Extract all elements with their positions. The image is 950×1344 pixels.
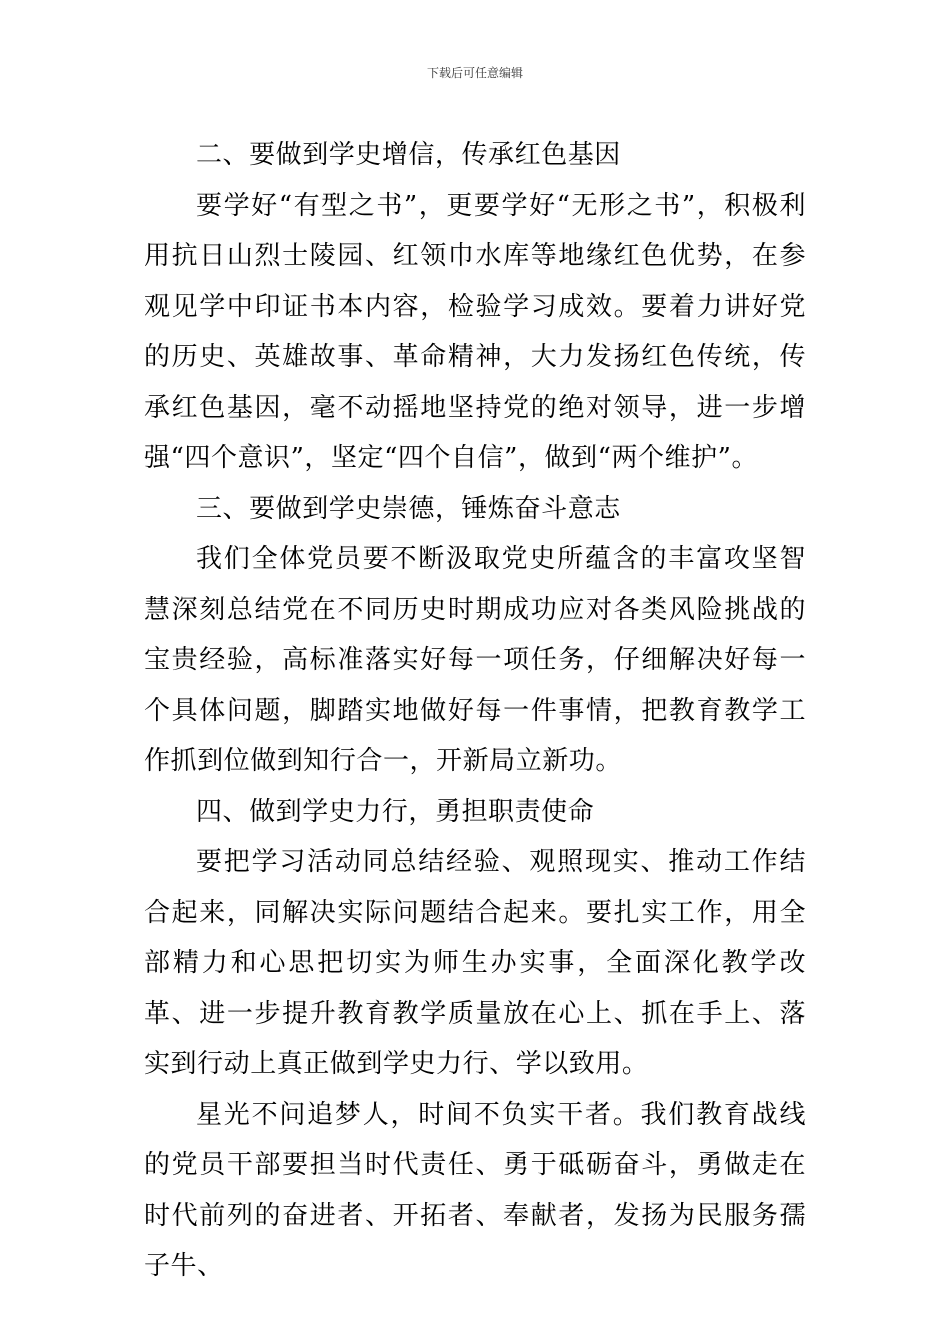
closing-paragraph: 星光不问追梦人，时间不负实干者。我们教育战线的党员干部要担当时代责任、勇于砥砺奋斗，勇做走在时代前列的奋进者、开拓者、奉献者，发扬为民服务孺子牛、 — [144, 1099, 806, 1281]
section-heading-4: 四、做到学史力行，勇担职责使命 — [196, 796, 595, 827]
section-heading-2: 二、要做到学史增信，传承红色基因 — [196, 140, 621, 170]
section-paragraph-2: 要学好“有型之书”，更要学好“无形之书”，积极利用抗日山烈士陵园、红领巾水库等地缘红色优势，在参观见学中印证书本内容，检验学习成效。要着力讲好党的历史、英雄故事、革命精神，大力发扬红色传统，传承红色基因，毫不动摇地坚持党的绝对领导，进一步增强“四个意识”，坚定“四个自信”，做到“两个维护”。 — [144, 190, 806, 473]
section-paragraph-4: 要把学习活动同总结经验、观照现实、推动工作结合起来，同解决实际问题结合起来。要扎实工作，用全部精力和心思把切实为师生办实事，全面深化教学改革、进一步提升教育教学质量放在心上、抓在手上、落实到行动上真正做到学史力行、学以致用。 — [144, 847, 806, 1079]
page-header-note: 下载后可任意编辑 — [426, 66, 523, 80]
document-body — [144, 130, 806, 1292]
section-paragraph-3: 我们全体党员要不断汲取党史所蕴含的丰富攻坚智慧深刻总结党在不同历史时期成功应对各类风险挑战的宝贵经验，高标准落实好每一项任务，仔细解决好每一个具体问题，脚踏实地做好每一件事情，把教育教学工作抓到位做到知行合一，开新局立新功。 — [144, 544, 806, 776]
section-heading-3: 三、要做到学史崇德，锤炼奋斗意志 — [196, 493, 621, 524]
